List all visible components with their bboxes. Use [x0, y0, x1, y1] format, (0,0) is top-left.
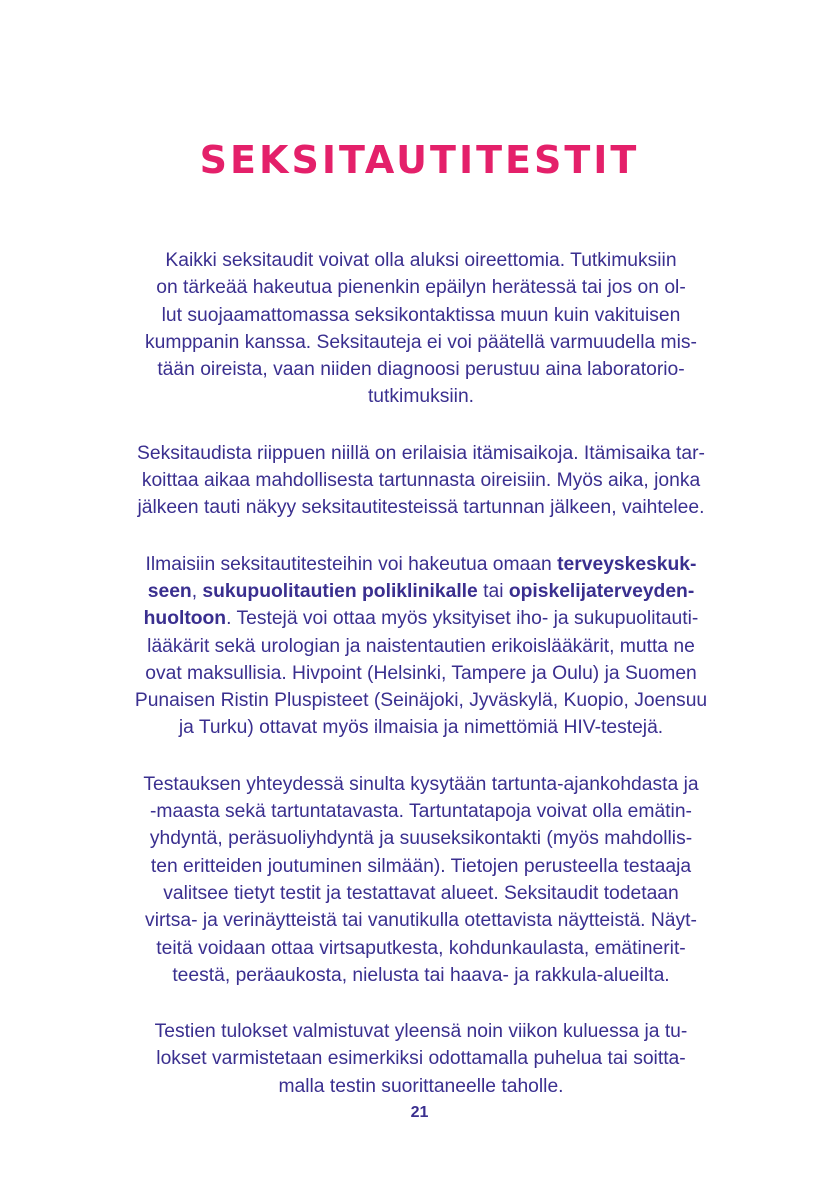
- emphasized-text: seen: [147, 580, 192, 602]
- text-line: [110, 687, 732, 714]
- text-segment: malla testin suorittaneelle taholle.: [278, 1075, 564, 1097]
- text-segment: Punaisen Ristin Pluspisteet (Seinäjoki, Jyväskylä, Kuopio, Joensuu: [134, 690, 708, 712]
- text-segment: teestä, peräaukosta, nielusta tai haava- ja rakkula-alueilta.: [172, 964, 670, 986]
- emphasized-text: terveyskeskuk-: [557, 553, 697, 575]
- text-line: [110, 440, 732, 467]
- text-segment: lokset varmistetaan esimerkiksi odottamalla puhelua tai soitta-: [156, 1048, 686, 1070]
- text-line: [110, 962, 732, 989]
- text-line: [110, 329, 732, 356]
- text-segment: . Testejä voi ottaa myös yksityiset iho- ja sukupuolitauti-: [226, 608, 699, 630]
- text-segment: Kaikki seksitaudit voivat olla aluksi oireettomia. Tutkimuksiin: [165, 250, 677, 271]
- text-line: [110, 935, 732, 962]
- paragraph: [110, 771, 732, 989]
- text-line: [110, 356, 732, 383]
- text-line: [110, 853, 732, 880]
- text-line: [110, 551, 732, 578]
- paragraph: [110, 247, 732, 411]
- text-line: [110, 633, 732, 660]
- text-segment: ovat maksullisia. Hivpoint (Helsinki, Tampere ja Oulu) ja Suomen: [145, 662, 697, 684]
- text-line: [110, 383, 732, 410]
- text-segment: kumppanin kanssa. Seksitauteja ei voi päätellä varmuudella mis-: [145, 331, 697, 353]
- text-line: [110, 880, 732, 907]
- text-segment: Testauksen yhteydessä sinulta kysytään tartunta-ajankohdasta ja: [143, 773, 699, 795]
- body-text: [110, 247, 732, 1129]
- text-line: [110, 660, 732, 687]
- text-segment: tään oireista, vaan niiden diagnoosi perustuu aina laboratorio-: [157, 359, 685, 381]
- text-segment: yhdyntä, peräsuoliyhdyntä ja suuseksikontakti (myös mahdollis-: [149, 828, 693, 850]
- paragraph: [110, 551, 732, 742]
- text-segment: jälkeen tauti näkyy seksitautitesteissä tartunnan jälkeen, vaihtelee.: [137, 497, 705, 519]
- text-line: [110, 771, 732, 798]
- text-line: [110, 798, 732, 825]
- text-line: [110, 907, 732, 934]
- text-line: [110, 1045, 732, 1072]
- text-line: [110, 1018, 732, 1045]
- paragraph: [110, 440, 732, 522]
- text-segment: virtsa- ja verinäytteistä tai vanutikulla otettavista näytteistä. Näyt-: [145, 910, 697, 932]
- text-segment: Seksitaudista riippuen niillä on erilaisia itämisaikoja. Itämisaika tar-: [137, 442, 705, 464]
- text-segment: valitsee tietyt testit ja testattavat alueet. Seksitaudit todetaan: [163, 882, 679, 904]
- text-segment: on tärkeää hakeutua pienenkin epäilyn herätessä tai jos on ol-: [156, 277, 686, 299]
- text-line: [110, 494, 732, 521]
- text-segment: ten eritteiden joutuminen silmään). Tietojen perusteella testaaja: [150, 855, 692, 877]
- emphasized-text: sukupuolitautien poliklinikalle: [202, 580, 478, 602]
- text-segment: teitä voidaan ottaa virtsaputkesta, kohdunkaulasta, emätinerit-: [156, 937, 686, 959]
- text-line: [110, 274, 732, 301]
- text-line: [110, 1073, 732, 1100]
- text-segment: lut suojaamattomassa seksikontaktissa muun kuin vakituisen: [161, 304, 681, 326]
- text-segment: koittaa aikaa mahdollisesta tartunnasta oireisiin. Myös aika, jonka: [141, 470, 701, 492]
- text-line: [110, 825, 732, 852]
- text-segment: ja Turku) ottavat myös ilmaisia ja nimettömiä HIV-testejä.: [178, 717, 664, 739]
- text-segment: tutkimuksiin.: [367, 386, 475, 408]
- text-segment: -maasta sekä tartuntatavasta. Tartuntatapoja voivat olla emätin-: [150, 801, 692, 823]
- text-line: [110, 247, 732, 274]
- text-segment: Ilmaisiin seksitautitesteihin voi hakeutua omaan: [145, 553, 558, 575]
- text-line: [110, 302, 732, 329]
- emphasized-text: opiskelijaterveyden-: [508, 580, 695, 602]
- text-line: [110, 467, 732, 494]
- text-line: [110, 578, 732, 605]
- page-number: 21: [410, 1104, 429, 1121]
- text-line: [110, 605, 732, 632]
- text-segment: lääkärit sekä urologian ja naistentautien erikoislääkärit, mutta ne: [147, 635, 695, 657]
- emphasized-text: huoltoon: [143, 608, 227, 630]
- text-segment: ,: [191, 580, 203, 602]
- text-line: [110, 714, 732, 741]
- text-segment: Testien tulokset valmistuvat yleensä noin viikon kuluessa ja tu-: [154, 1021, 688, 1043]
- paragraph: [110, 1018, 732, 1100]
- text-segment: tai: [477, 580, 509, 602]
- page-title: SEKSITAUTITESTIT: [199, 138, 640, 182]
